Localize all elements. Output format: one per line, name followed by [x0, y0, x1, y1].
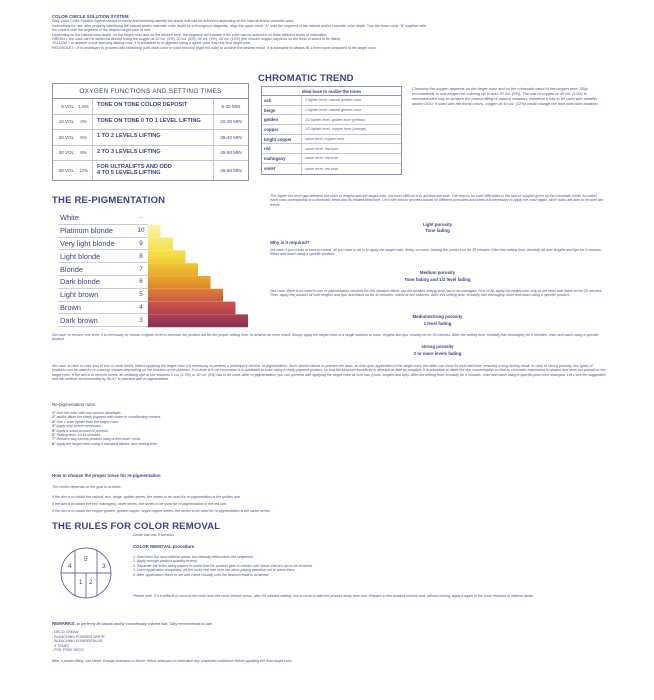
repig-step-number: 5°	[52, 428, 56, 433]
repigmentation-levels	[58, 212, 148, 327]
repig-level-row	[58, 289, 148, 302]
remarks-item: - BLEACHING POWDER BLUE	[52, 639, 103, 644]
choose-item: If the aim is to obtain the natural, ash, beige, golden series, the series to be used for re-pigmentation is the golden one.	[52, 495, 241, 499]
chromatic-row	[262, 135, 401, 145]
chromatic-base: violet	[262, 164, 302, 174]
remarks-item: - 9 TONES	[52, 643, 70, 648]
strong-porosity-sub: 2 or more levels fading	[413, 351, 462, 356]
repig-level-row	[58, 250, 148, 263]
intro-line: the circle A until the segment of the desired target color is met.	[52, 28, 152, 33]
intro-line: GREEN = the color can be achieved directly using the oxygen at 10 vol. (3%), 20 vol. (6%), 30 vol. (9%), 40 vol. (12%) (the chosen oxygen depends on the level of colors to be lifted).	[52, 37, 341, 42]
repig-level-row	[58, 212, 148, 225]
oxygen-time: 45-60 MIN	[220, 168, 242, 173]
repig-level-name: Light blonde	[60, 251, 101, 261]
oxygen-function: FOR ULTRALIFTS AND ODD 4 TO 5 LEVELS LIFTING	[93, 161, 214, 180]
section-label-3: 3	[102, 564, 106, 570]
repig-level-number: 8	[139, 252, 143, 260]
oxygen-time: 5-20 MIN	[221, 103, 241, 109]
oxygen-percent: 6%	[75, 130, 93, 145]
chromatic-base: beige	[262, 106, 302, 115]
repig-level-name: Platinum blonde	[60, 226, 114, 236]
repig-level-number: -	[139, 214, 143, 222]
intro-line: Silky Color Circle Solution System allows to easily and intuitively identify the shade that can be achieved depending on the natural and/or cosmetic color.	[52, 19, 295, 24]
chromatic-row	[262, 106, 401, 116]
repig-step-number: 6°	[52, 433, 56, 438]
oxygen-percent: 12%	[75, 161, 93, 180]
repig-level-name: Dark brown	[60, 315, 98, 325]
oxygen-row	[53, 130, 248, 146]
chromatic-tone: same level, copper tone	[305, 137, 345, 142]
removal-step: 2. Apply enough product quantity evenly.	[133, 559, 198, 564]
choose-item: If the aim is to obtain the red, mahogany, violet series, the series to be used for re-pigmentation is the red one.	[52, 502, 228, 506]
remarks-item: - DECO CREAM	[52, 630, 79, 635]
chromatic-tone: 1/2 lighter level, copper tone (orange)	[305, 127, 367, 132]
removal-divide: Divide hair into 5 sections	[133, 533, 174, 537]
remarks-title: REMARKS:	[52, 621, 76, 626]
repig-step-text: Remove any excess product using a fine-tooth comb.	[56, 437, 142, 442]
oxygen-function: TONE ON TONE 0 TO 1 LEVEL LIFTING	[93, 115, 214, 130]
oxygen-percent: 1.5%	[75, 99, 93, 114]
repig-step	[52, 442, 161, 446]
removal-procedure-title: COLOR REMOVAL procedure	[133, 544, 195, 549]
choose-sub: The choice depends on the goal to achieve:	[52, 485, 122, 489]
intro-block	[52, 14, 612, 50]
choose-item: If the aim is to obtain the copper golden, golden copper, bright copper series, the series to be used for re-pigmentation is the same series.	[52, 509, 271, 513]
repig-step-number: 7°	[52, 437, 56, 442]
case-4: 4th case: in case of color loss of two or more levels, before applying the target color it is necessary to perform a preliminary service: re-pigmentation. Such service allows to prepare the base, so that upon application of the target color, the latter can show its level and tone, ensuring a long-lasting result. In case of strong porosity, two types of products can be used for re-coloring, chosen depending on the function of the purpose. If no level is to be recovered, it is advisable to color using a ready pigment product, so that the structure sensitivity is affected as little as possible. It is advisable to dilute the dye concentration so that its chromatic expression is weaker and does not prevail on the target color. If the aim is to recover levels, an oxidizing dye at low volumes 5 vol. (1.5%) or 10 vol. (3%) has to be used. After re-pigmentation, you can proceed with applying the target color all over hair (roots, lengths and tips). After the setting time, emulsify for 5 minutes, rinse and wash using a specific post-color shampoo. Let's see the suggestion and the method recommended by SILKY to proceed with re-pigmentation.	[52, 364, 606, 382]
case-3: 3rd case: to recover one level, it is necessary to choose a lighter level to increase the product act for the proper setting time, to achieve an even result. Simply apply the target color in a single solution to roots, lengths and tips, leaving on for 35 minutes. After the setting time, emulsify hair thoroughly for 5 minutes, rinse and wash using a specific product.	[52, 333, 599, 342]
chromatic-base: copper	[262, 125, 302, 134]
chromatic-row	[262, 144, 401, 154]
repig-steps-title: Re-pigmentation rules:	[52, 402, 97, 407]
repigmentation-title: THE RE-PIGMENTATION	[52, 195, 166, 206]
repigmentation-staircase	[148, 212, 263, 328]
intro-line: YELLOW = to achieve a true and long-lasting color, it is advisable to re-pigment using a lighter color than the final target tone.	[52, 41, 252, 46]
oxygen-row	[53, 161, 248, 180]
section-label-2: 2	[89, 580, 93, 586]
chromatic-row	[262, 96, 401, 106]
intro-line: Depending on the natural color depth, on the target color and on the desired tone, the segment will indicate if the color can be achieved on three different levels of realization:	[52, 32, 328, 37]
chromatic-row	[262, 164, 401, 174]
repig-level-row	[58, 276, 148, 289]
repig-level-name: Very light blonde	[60, 238, 115, 248]
chromatic-base: bright copper	[262, 135, 302, 144]
oxygen-row	[53, 115, 248, 131]
chromatic-table-header: Ideal base to realize the tones	[262, 87, 401, 96]
removal-step: 3. Separate the locks using papers to avoid that the product gets in contact with areas that are not to be involved.	[133, 563, 313, 568]
light-porosity-title: Light porosity	[422, 222, 453, 227]
oxygen-time: 45-50 MIN	[220, 150, 242, 156]
repig-step-number: 8°	[52, 441, 56, 446]
repig-step-text: Setting time: 10/15 minutes.	[56, 433, 101, 438]
oxygen-row	[53, 146, 248, 162]
choose-title: How to choose the proper tones for re-pigmentation	[52, 473, 161, 478]
chromatic-tone: same level, red tone	[305, 156, 339, 161]
oxygen-volume: 10 VOL	[58, 119, 74, 125]
removal-note: Please note: if it is difficult to remove the color from the most intense areas, after 30 minutes setting, use a comb to take the product away from hair. Prepare a new product mixture and, without rinsing, apply it again in the most resistant or intense areas.	[133, 594, 534, 598]
removal-step: 5. After application, leave to set and check visually until the desired result is achieved.	[133, 572, 270, 577]
repig-level-row	[58, 238, 148, 251]
repig-level-name: White	[60, 213, 79, 223]
section-label-1: 1	[79, 580, 83, 586]
repig-level-number: 10	[137, 227, 145, 235]
why-title: Why is it required?	[270, 240, 310, 245]
oxygen-volume: 20 VOL	[58, 134, 74, 140]
strong-porosity-title: strong porosity	[421, 344, 454, 349]
repig-step-text: Apply a small amount of product.	[56, 428, 109, 433]
repig-level-row	[58, 263, 148, 276]
oxygen-function: 2 TO 3 LEVELS LIFTING	[93, 146, 214, 161]
repig-level-name: Dark blonde	[60, 277, 100, 287]
oxygen-row	[53, 99, 248, 115]
chromatic-base: ash	[262, 96, 302, 105]
repig-level-number: 3	[139, 316, 143, 324]
chromatic-base: golden	[262, 115, 302, 124]
removal-step: 1. Start from the most intense areas, the intensity determines the sequence.	[133, 555, 254, 559]
repig-level-row	[58, 225, 148, 238]
oxygen-function: 1 TO 2 LEVELS LIFTING	[93, 130, 214, 145]
repig-level-number: 7	[139, 265, 143, 273]
repig-step-number: 2°	[52, 415, 56, 420]
chromatic-tone: 1/2 lighter level, golden tone (yellow)	[305, 117, 365, 122]
oxygen-volume: 30 VOL	[58, 150, 74, 156]
chromatic-trend-title: CHROMATIC TREND	[258, 73, 354, 84]
repig-step-number: 3°	[52, 419, 56, 424]
chromatic-row	[262, 154, 401, 164]
intro-line: Instructions for use: after properly identifying the natural and/or cosmetic color depth by a throughout diagnosis, align the upper circle "A" over the segment of the natural and/or cosmetic color depth. Turn the inner circle "B" together with	[52, 23, 427, 28]
oxygen-percent: 3%	[75, 115, 93, 130]
section-label-4: 4	[68, 564, 72, 570]
remarks-block	[52, 621, 612, 664]
repig-step-number: 4°	[52, 424, 56, 429]
chromatic-tone: 1 lighter level, natural golden color	[305, 98, 362, 103]
oxygen-table-title: OXYGEN FUNCTIONS AND SETTING TIMES	[53, 84, 248, 99]
repig-step-text: Apply the target color using a standard dilution and setting time.	[56, 441, 158, 446]
light-porosity-sub: Tone fading	[425, 228, 450, 233]
repig-level-row	[58, 302, 148, 315]
oxygen-table	[52, 83, 249, 181]
remarks-item: - FOIL FREE DECO	[52, 648, 85, 653]
hair-sections-diagram	[60, 547, 112, 599]
repig-step-text: and/or dilute the ready pigment with water or conditioning creams.	[56, 415, 162, 420]
chromatic-base: mahogany	[262, 154, 302, 163]
chromatic-tone: same level, red tone	[305, 146, 339, 151]
chromatic-tone: same level, red tone	[305, 166, 339, 171]
repig-intro: The higher the level gap between the color of lengths and the target color, the more difficult is to achieve the tone. The reason for such difficulties is the lack of support given by the chromatic trend. As noted, each color corresponds to a chromatic trend and its related ideal tone. Let's see how to proceed based on different porosities and when it is necessary to apply the color again, since hairs are able to recover two levels.	[270, 194, 604, 207]
oxygen-volume: 5 VOL	[61, 103, 74, 109]
repig-step-number: 1°	[52, 411, 56, 415]
medium-porosity-sub: Tone fading and 1/2 level fading	[404, 277, 471, 282]
medium-porosity-title: Medium porosity	[419, 270, 456, 275]
medium-strong-porosity-sub: 1 level fading	[423, 321, 452, 326]
intro-title: COLOR CIRCLE SOLUTION SYSTEM	[52, 14, 129, 19]
chromatic-note: Choosing the oxygen depends on the target color and on the chromatic trend of the oxygen tone. Silky recommends to use oxygen for coloring up to max 30 vol. (9%). The use of oxygen at 40 vol. (12%) is recommended only to achieve the utmost lifting of natural melanins, therefore it has to be used with ultralifts and/or ODD. If used with the finest colors, oxygen at 40 vol. (12%) could change the tone and color duration.	[412, 86, 599, 106]
oxygen-percent: 9%	[75, 146, 93, 161]
case-1: 1st case: if just a loss of tone occurred, all you have to do is to apply the target color: firstly, on roots, leaving the product on for 35 minutes. After this setting time, emulsify all over lengths and tips for 5 minutes. Rinse and wash using a specific product.	[270, 248, 602, 257]
chromatic-base: red	[262, 144, 302, 153]
case-2: 2nd case: there is no need to use re-pigmentation services for this situation either, but the product setting time has to be managed. First of all, apply the target color only to the roots and leave on for 20 minutes. Then, apply the product all over lengths and tips, and leave on for 10 minutes, mixed at low volumes. After this setting time, emulsify hair thoroughly, rinse and wash using a specific product.	[270, 289, 603, 298]
oxygen-function: TONE ON TONE COLOR DEPOSIT	[93, 99, 214, 114]
chromatic-row	[262, 115, 401, 125]
repig-steps	[52, 411, 161, 446]
repig-level-number: 9	[139, 239, 143, 247]
remarks-footer: After a proper lifting, use Never Orange shampoo or Never Yellow shampoo to neutralize any unwanted undertone before applying the final target color.	[52, 659, 293, 664]
repig-step-text: Apply only where necessary.	[56, 424, 102, 429]
chromatic-tone: 1 lighter level, natural golden color	[305, 108, 362, 113]
repig-level-name: Light brown	[60, 290, 99, 300]
remarks-intro: to perfectly lift natural and/or cosmetically colored hair, Silky recommends to use:	[76, 622, 213, 626]
section-label-5: 5	[84, 557, 88, 563]
intro-line: RED/VIOLET = it is necessary to proceed with bleaching (soft violet color or color removal (right red side) to achieve the desired result. It is advisable to always lift 1 level more compared to the target color.	[52, 45, 377, 50]
repig-level-name: Blonde	[60, 264, 84, 274]
remarks-item: - BLEACHING POWDER WHITE	[52, 634, 105, 639]
repig-level-row	[58, 314, 148, 327]
repig-level-number: 6	[139, 278, 143, 286]
repig-level-number: 5	[139, 291, 143, 299]
oxygen-time: 20-30 MIN	[220, 119, 242, 125]
repig-level-name: Brown	[60, 302, 81, 312]
repig-step-text: Use the color with low volume developer.	[56, 411, 122, 415]
chromatic-row	[262, 125, 401, 135]
removal-steps	[133, 555, 313, 577]
medium-strong-porosity-title: Medium/strong porosity	[412, 314, 463, 319]
repig-step-text: Use 1 level lighter than the target color.	[56, 419, 119, 424]
chromatic-table	[261, 86, 402, 175]
repig-level-number: 4	[139, 303, 143, 311]
removal-step: 4. Once application completed, let the locks rest one over the other paying attention not to press them.	[133, 568, 296, 573]
oxygen-volume: 40 VOL	[58, 168, 74, 173]
color-removal-title: THE RULES FOR COLOR REMOVAL	[52, 521, 221, 532]
oxygen-time: 35-40 MIN	[220, 134, 242, 140]
